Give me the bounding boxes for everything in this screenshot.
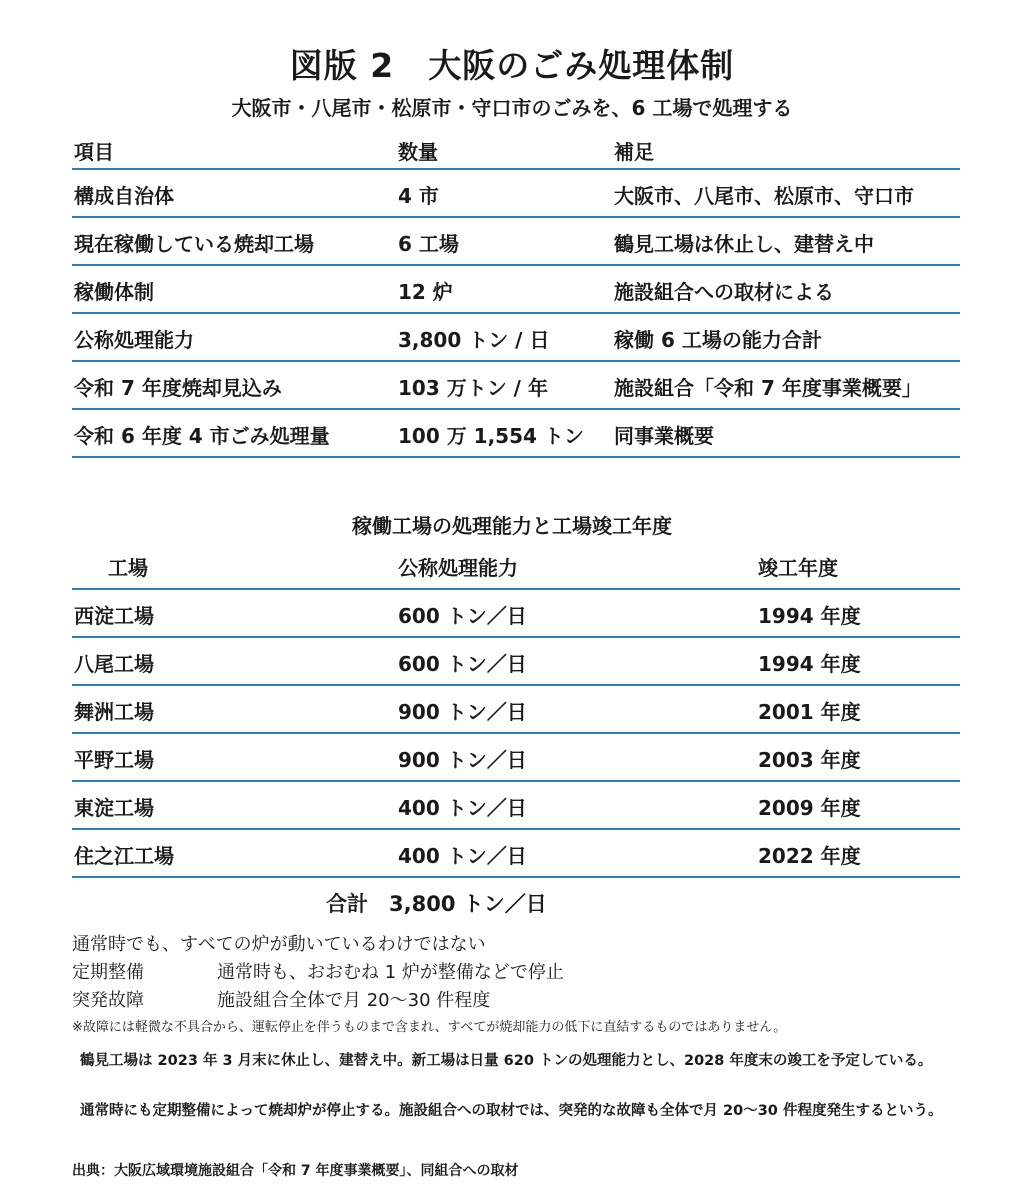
table-row [72, 362, 960, 410]
plant-capacity: 600 トン／日 [398, 604, 527, 628]
row-item: 構成自治体 [74, 184, 174, 208]
row-note: 施設組合「令和 7 年度事業概要」 [614, 376, 922, 400]
table-row [72, 830, 960, 878]
row-item: 現在稼働している焼却工場 [74, 232, 314, 256]
note-breakdown [72, 986, 490, 1012]
note-text: 通常時も、おおむね 1 炉が整備などで停止 [217, 962, 564, 983]
table-row [72, 590, 960, 638]
header-item: 項目 [74, 140, 114, 164]
row-quantity: 3,800 トン / 日 [398, 328, 550, 352]
table-row [72, 686, 960, 734]
plant-name: 八尾工場 [74, 652, 154, 676]
header-plant: 工場 [108, 556, 148, 580]
plant-capacity: 600 トン／日 [398, 652, 527, 676]
row-quantity: 4 市 [398, 184, 439, 208]
plant-year: 2003 年度 [758, 748, 861, 772]
row-item: 稼働体制 [74, 280, 154, 304]
row-note: 大阪市、八尾市、松原市、守口市 [614, 184, 914, 208]
plant-year: 2022 年度 [758, 844, 861, 868]
table-row [72, 410, 960, 458]
table-row [72, 266, 960, 314]
table-row [72, 782, 960, 830]
plants-table-header [72, 542, 960, 590]
page-subtitle: 大阪市・八尾市・松原市・守口市のごみを、6 工場で処理する [231, 96, 793, 120]
header-completion: 竣工年度 [758, 556, 838, 580]
plant-capacity: 400 トン／日 [398, 844, 527, 868]
row-quantity: 12 炉 [398, 280, 453, 304]
plant-name: 西淀工場 [74, 604, 154, 628]
row-note: 施設組合への取材による [614, 280, 834, 304]
note-text: 施設組合全体で月 20〜30 件程度 [217, 990, 491, 1011]
row-item: 公称処理能力 [74, 328, 194, 352]
summary-table [72, 124, 960, 458]
note-label: 定期整備 [72, 962, 144, 983]
header-quantity: 数量 [398, 140, 438, 164]
plant-year: 2001 年度 [758, 700, 861, 724]
plant-year: 1994 年度 [758, 652, 861, 676]
plant-year: 1994 年度 [758, 604, 861, 628]
table-row [72, 314, 960, 362]
table-row [72, 734, 960, 782]
row-note: 稼働 6 工場の能力合計 [614, 328, 822, 352]
summary-table-header [72, 124, 960, 170]
row-item: 令和 7 年度焼却見込み [74, 376, 282, 400]
row-item: 令和 6 年度 4 市ごみ処理量 [74, 424, 330, 448]
plants-section-title: 稼働工場の処理能力と工場竣工年度 [352, 514, 672, 538]
plant-name: 平野工場 [74, 748, 154, 772]
row-quantity: 103 万トン / 年 [398, 376, 548, 400]
plant-capacity: 400 トン／日 [398, 796, 527, 820]
capacity-total: 合計 3,800 トン／日 [326, 892, 547, 916]
footnote: ※故障には軽微な不具合から、運転停止を伴うものまで含まれ、すべてが焼却能力の低下に直結するものではありません。 [72, 1020, 787, 1035]
row-quantity: 6 工場 [398, 232, 459, 256]
plant-capacity: 900 トン／日 [398, 748, 527, 772]
paragraph-maintenance: 通常時にも定期整備によって焼却炉が停止する。施設組合への取材では、突発的な故障も全体で月 20〜30 件程度発生するという。 [80, 1103, 943, 1119]
row-quantity: 100 万 1,554 トン [398, 424, 584, 448]
header-capacity: 公称処理能力 [398, 556, 518, 580]
header-note: 補足 [614, 140, 654, 164]
plant-name: 住之江工場 [74, 844, 174, 868]
notes-intro: 通常時でも、すべての炉が動いているわけではない [72, 934, 486, 955]
plants-table [72, 542, 960, 878]
plant-capacity: 900 トン／日 [398, 700, 527, 724]
row-note: 同事業概要 [614, 424, 714, 448]
source-credit: 出典：大阪広域環境施設組合「令和 7 年度事業概要」、同組合への取材 [72, 1163, 519, 1179]
plant-name: 舞洲工場 [74, 700, 154, 724]
row-note: 鶴見工場は休止し、建替え中 [614, 232, 874, 256]
note-label: 突発故障 [72, 990, 144, 1011]
table-row [72, 218, 960, 266]
plant-year: 2009 年度 [758, 796, 861, 820]
note-maintenance [72, 958, 564, 984]
table-row [72, 170, 960, 218]
page-title: 図版 2 大阪のごみ処理体制 [289, 46, 735, 85]
plant-name: 東淀工場 [74, 796, 154, 820]
table-row [72, 638, 960, 686]
paragraph-tsurumi: 鶴見工場は 2023 年 3 月末に休止し、建替え中。新工場は日量 620 トンの処理能力とし、2028 年度末の竣工を予定している。 [80, 1053, 933, 1069]
